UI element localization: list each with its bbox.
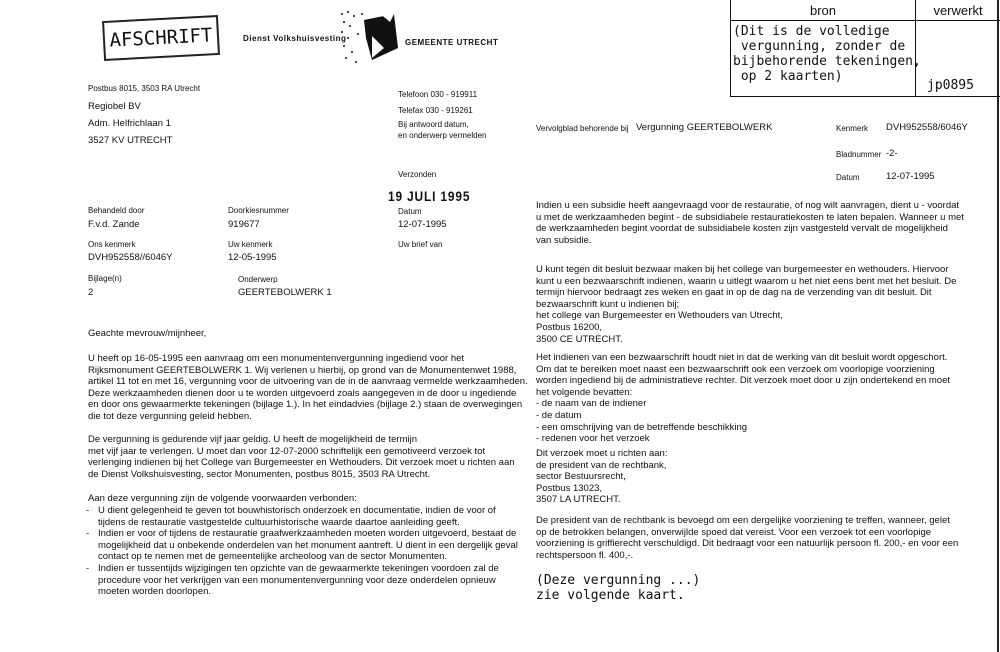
behandeld-label: Behandeld door (88, 206, 145, 215)
municipality-logo (338, 8, 400, 66)
typed-note: (Deze vergunning ...) zie volgende kaart. (536, 573, 701, 603)
ons-kenmerk-label: Ons kenmerk (88, 240, 136, 249)
datum-value: 12-07-1995 (398, 219, 447, 230)
bron-note: (Dit is de volledige vergunning, zonder de bijbehorende tekeningen, op 2 kaarten) (733, 24, 921, 84)
condition-item: - U dient gelegenheid te geven tot bouwhistorisch onderzoek en documentatie, indien de voor of tijdens de restauratie vastgestelde cultuurhistorische waarde daartoe aanleiding geeft. (86, 505, 518, 528)
ons-kenmerk-value: DVH952558//6046Y (88, 252, 173, 263)
bladnummer-label: Bladnummer (836, 150, 882, 159)
kenmerk-label: Kenmerk (836, 124, 869, 133)
follow-paragraph-4: Dit verzoek moet u richten aan: de president van de rechtbank, sector Bestuursrecht, Postbus 13023, 3507 LA UTRECHT. (536, 448, 668, 506)
follow-paragraph-3: Het indienen van een bezwaarschrift houdt niet in dat de werking van dit besluit wordt opgeschort. Om dat te bereiken moet naast een bezwaarschrift ook een verzoek om voorlopige voorziening worden ingediend bij de administratieve rechter. Dit verzoek moet door u zijn ondertekend en moet het volgende bevatten: - de naam van de indiener - de datum - een omschrijving van de betreffende beschikking - redenen voor het verzoek (536, 352, 951, 445)
conditions-intro: Aan deze vergunning zijn de volgende voorwaarden verbonden: (88, 493, 357, 504)
uw-kenmerk-label: Uw kenmerk (228, 240, 273, 249)
salutation: Geachte mevrouw/mijnheer, (88, 328, 207, 339)
conditions-list (86, 505, 518, 598)
uw-kenmerk-value: 12-05-1995 (228, 252, 277, 263)
bijlage-value: 2 (88, 287, 94, 298)
datum-label: Datum (398, 207, 422, 216)
condition-item: - Indien er voor of tijdens de restauratie graafwerkzaamheden moeten worden uitgevoerd, bestaat de mogelijkheid dat u onbekende onderdelen van het monument aantreft. U dient in een dergelijk geval contact op te nemen met de gemeentelijke archeoloog van de sector Monumenten. (86, 528, 518, 563)
contact-info: Telefoon 030 - 919911 Telefax 030 - 919261 Bij antwoord datum, en onderwerp vermelden (398, 90, 487, 140)
onderwerp-label: Onderwerp (238, 275, 278, 284)
follow-paragraph-1: Indien u een subsidie heeft aangevraagd voor de restauratie, of nog wilt aanvragen, dient u - voordat u met de werkzaamheden begint - de subsidiabele restauratiekosten te laten bepalen. Wanneer u met de werkzaamheden begint voordat de subsidiabele kosten zijn vastgesteld vervalt de mogelijkheid van subsidie. (536, 200, 964, 246)
behandeld-value: F.v.d. Zande (88, 219, 140, 230)
onderwerp-value: GEERTEBOLWERK 1 (238, 287, 332, 298)
scan-edge (997, 0, 999, 652)
kenmerk-value: DVH952558/6046Y (886, 122, 968, 133)
vervolg-value: Vergunning GEERTEBOLWERK (636, 122, 773, 133)
verzonden-label: Verzonden (398, 170, 437, 179)
bijlage-label: Bijlage(n) (88, 274, 122, 283)
follow-paragraph-5: De president van de rechtbank is bevoegd om een dergelijke voorziening te treffen, wanneer, gelet op de betrokken belangen, onverwijlde spoed dat vereist. Voor een verzoek tot een voorlopige voorziening is griffierecht verschuldigd. Dit bedraagt voor een natuurlijk persoon fl. 200,- en voor een rechtspersoon fl. 400,-. (536, 515, 959, 561)
verzonden-date: 19 JULI 1995 (388, 188, 471, 204)
bron-header: bron (809, 3, 837, 18)
municipality-name: GEMEENTE UTRECHT (405, 38, 499, 47)
archive-code: jp0895 (927, 78, 974, 93)
doorkies-label: Doorkiesnummer (228, 206, 289, 215)
afschrift-stamp: AFSCHRIFT (102, 15, 220, 61)
follow-datum-value: 12-07-1995 (886, 171, 935, 182)
recipient-address: Regiobel BV Adm. Helfrichlaan 1 3527 KV UTRECHT (88, 101, 173, 146)
follow-datum-label: Datum (836, 173, 860, 182)
sender-postbus: Postbus 8015, 3503 RA Utrecht (88, 84, 201, 93)
verwerkt-header: verwerkt (933, 3, 983, 18)
doorkies-value: 919677 (228, 219, 260, 230)
vervolg-label: Vervolgblad behorende bij (536, 124, 629, 133)
condition-item: - Indien er tussentijds wijzigingen ten opzichte van de gewaarmerkte tekeningen voordoen zal de procedure voor het verkrijgen van een monumentenvergunning voor deze onderdelen opnieuw moeten worden doorlopen. (86, 563, 518, 598)
letter-paragraph-2: De vergunning is gedurende vijf jaar geldig. U heeft de mogelijkheid de termijn met vijf jaar te verlengen. U moet dan voor 12-07-2000 schriftelijk een gemotiveerd verzoek tot verlenging indienen bij het College van Burgemeester en Wethouders. Dit verzoek moet u richten aan de Dienst Volkshuisvesting, sector Monumenten, postbus 8015, 3503 RA Utrecht. (88, 434, 515, 480)
uw-brief-label: Uw brief van (398, 240, 443, 249)
department-name: Dienst Volkshuisvesting (243, 34, 347, 43)
letter-paragraph-1: U heeft op 16-05-1995 een aanvraag om een monumentenvergunning ingediend voor het Rijksmonument GEERTEBOLWERK 1. Wij verlenen u hierbij, op grond van de Monumentenwet 1988, artikel 11 tot en met 16, vergunning voor de uitvoering van de in de aanvraag vermelde werkzaamheden. Deze werkzaamheden dienen door u te worden uitgevoerd zoals aangegeven in de door u ingediende en door ons gewaarmerkte tekeningen (bijlage 1.). In het eindadvies (bijlage 2.) staan de overwegingen die tot deze vergunning geleid hebben. (88, 353, 528, 422)
follow-paragraph-2: U kunt tegen dit besluit bezwaar maken bij het college van burgemeester en wethouders. Hiervoor kunt u een bezwaarschrift indienen, waarin u uitlegt waarom u het niet eens bent met het besluit. De termijn hiervoor bedraagt zes weken en gaat in op de dag na de verzending van dit besluit. Dit bezwaarschrift kunt u indienen bij; het college van Burgemeester en Wethouders van Utrecht, Postbus 16200, 3500 CE UTRECHT. (536, 264, 957, 345)
bladnummer-value: -2- (886, 148, 898, 159)
bron-table (730, 0, 1000, 97)
